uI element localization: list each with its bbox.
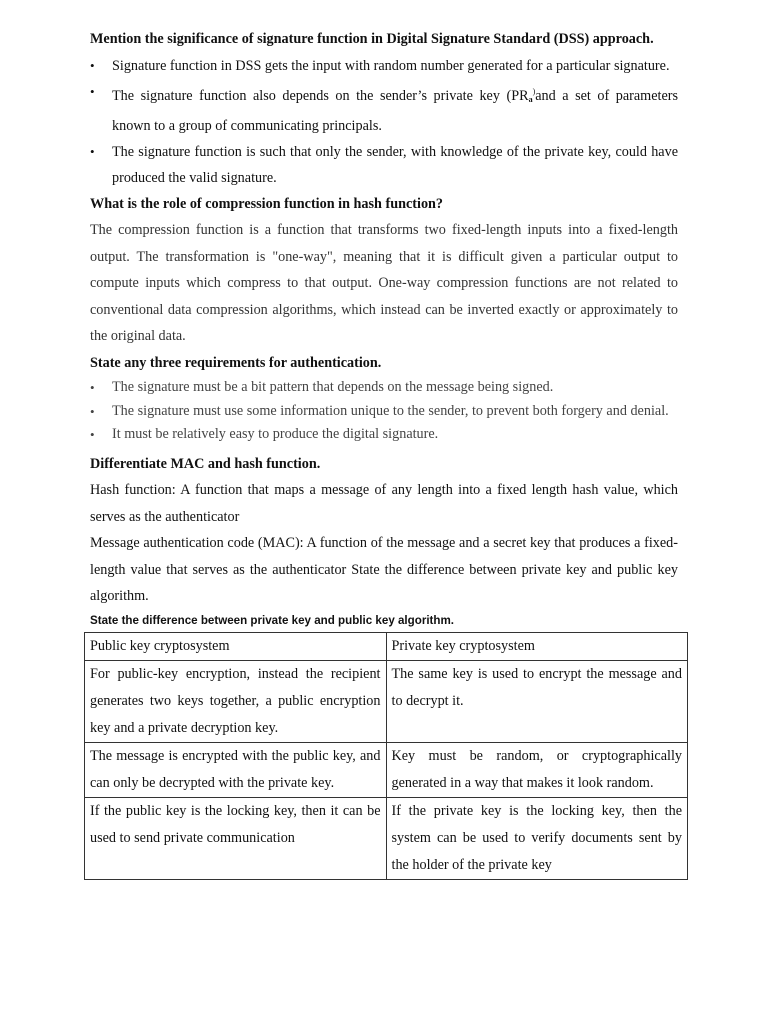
- compression-paragraph: The compression function is a function that transforms two fixed-length inputs into a fixed-length output. The transformation is "one-way", meaning that it is difficult given a particular output to compute inputs which compress to that output. One-way compression functions are not related to conventional data compression algorithms, which instead can be inverted exactly or approximately to the original data.: [90, 222, 678, 345]
- dss-heading: Mention the significance of signature function in Digital Signature Standard (DSS) approach.: [90, 31, 654, 47]
- dss-bullet-1: • Signature function in DSS gets the input with random number generated for a particular signature.: [90, 53, 678, 79]
- table-header-cell: Public key cryptosystem: [85, 632, 387, 660]
- table-cell: Key must be random, or cryptographically generated in a way that makes it look random.: [386, 742, 688, 797]
- hash-function-paragraph: Hash function: A function that maps a message of any length into a fixed length hash value, which serves as the authenticator: [90, 482, 678, 525]
- compression-heading: What is the role of compression function in hash function?: [90, 195, 444, 212]
- mac-heading: Differentiate MAC and hash function.: [90, 455, 321, 472]
- authentication-bullet-3: • It must be relatively easy to produce the digital signature.: [90, 423, 678, 447]
- dss-bullet-2-text: The signature function also depends on the sender’s private key (PR: [112, 87, 529, 104]
- private-key-superscript: ): [532, 86, 536, 96]
- table-header-cell: Private key cryptosystem: [386, 632, 688, 660]
- private-key-subscript: a: [528, 94, 533, 104]
- authentication-heading: State any three requirements for authentication.: [90, 354, 382, 371]
- table-cell: If the public key is the locking key, then it can be used to send private communication: [85, 797, 387, 879]
- table-cell: The same key is used to encrypt the message and to decrypt it.: [386, 660, 688, 742]
- dss-bullet-2-rest: and a set of parameters known to a group of communicating principals.: [112, 87, 678, 134]
- mac-paragraph: Message authentication code (MAC): A function of the message and a secret key that produces a fixed-length value that serves as the authenticator State the difference between private key and public key algorithm.: [90, 535, 678, 605]
- dss-bullet-2: [90, 79, 678, 139]
- table-cell: If the private key is the locking key, then the system can be used to verify documents sent by the holder of the private key: [386, 797, 688, 879]
- dss-bullet-3: • The signature function is such that only the sender, with knowledge of the private key, could have produced the valid signature.: [90, 139, 678, 191]
- document-page: [90, 26, 682, 880]
- table-cell: For public-key encryption, instead the recipient generates two keys together, a public encryption key and a private decryption key.: [85, 660, 387, 742]
- table-caption: State the difference between private key and public key algorithm.: [90, 613, 455, 627]
- table-row: [85, 742, 688, 797]
- table-header-row: [85, 632, 688, 660]
- authentication-bullet-list: [90, 376, 678, 447]
- comparison-table: [84, 632, 688, 880]
- table-cell: The message is encrypted with the public key, and can only be decrypted with the private key.: [85, 742, 387, 797]
- dss-bullet-list: [90, 53, 678, 191]
- authentication-bullet-1: • The signature must be a bit pattern that depends on the message being signed.: [90, 376, 678, 400]
- table-row: [85, 660, 688, 742]
- table-row: [85, 797, 688, 879]
- authentication-bullet-2: • The signature must use some information unique to the sender, to prevent both forgery and denial.: [90, 400, 678, 424]
